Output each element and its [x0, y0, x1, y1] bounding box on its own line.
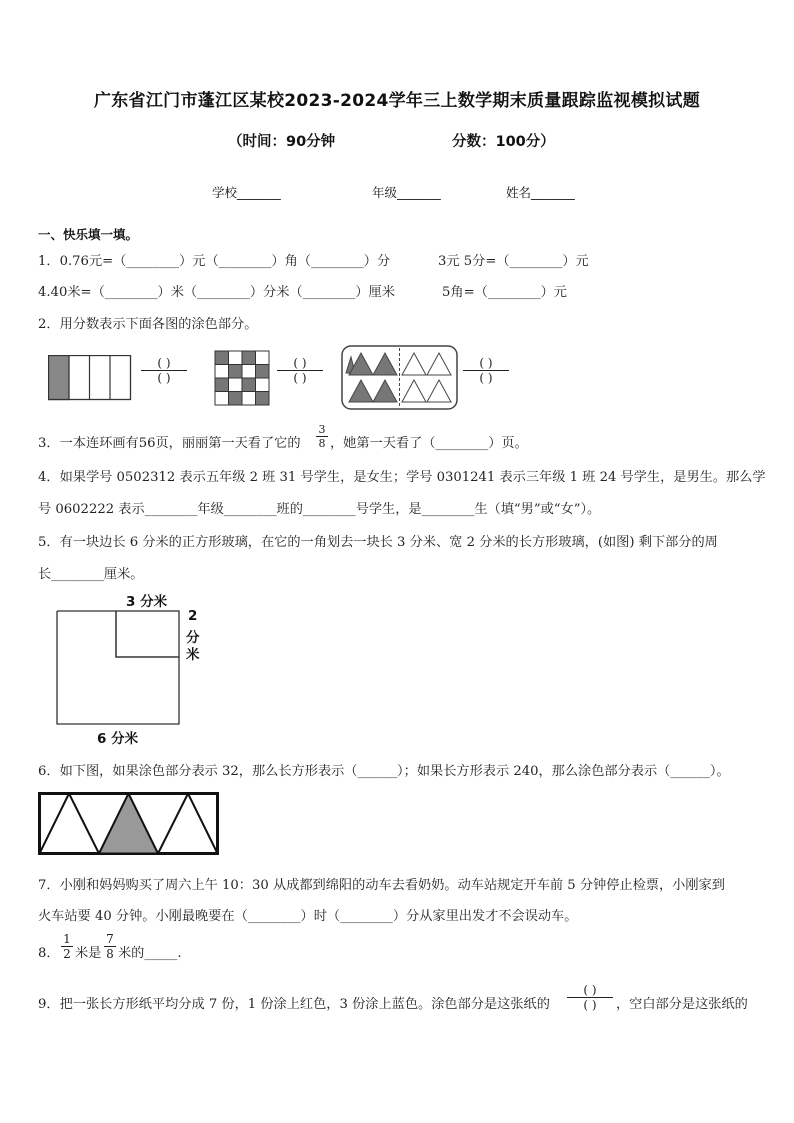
- q2-figure-checker: [214, 350, 270, 406]
- checker-cell: [242, 392, 256, 406]
- q2-frac3-num: ( ): [479, 356, 493, 370]
- q2-frac1-num: ( ): [157, 356, 171, 370]
- q8-frac1-den: 2: [63, 947, 71, 961]
- name-field: 姓名_______: [506, 185, 575, 200]
- q2-frac2-den: ( ): [293, 371, 307, 385]
- q6-text: 6．如下图，如果涂色部分表示 32，那么长方形表示（______）；如果长方形表示 240，那么涂色部分表示（______）。: [38, 764, 730, 779]
- q8-mid: 米是: [75, 946, 102, 961]
- q5-line1: 5．有一块边长 6 分米的正方形玻璃，在它的一角划去一块长 3 分米、宽 2 分米的长方形玻璃，(如图) 剩下部分的周: [38, 535, 718, 550]
- q3-fraction: [316, 424, 328, 449]
- q8-suffix: 米的_____.: [118, 946, 182, 961]
- q2-answer-frac-3: [463, 357, 509, 384]
- q9-text-after: ，空白部分是这张纸的: [616, 997, 748, 1012]
- q9-frac-num: ( ): [583, 983, 597, 997]
- q7-line2: 火车站要 40 分钟。小刚最晚要在（________）时（________）分从家里出发才不会误动车。: [38, 909, 578, 924]
- q2-text: 2．用分数表示下面各图的涂色部分。: [38, 317, 258, 332]
- q8-frac2-num: 7: [106, 932, 114, 946]
- section-heading: 一、快乐填一填。: [38, 227, 139, 242]
- q5-label-top: 3 分米: [126, 594, 168, 610]
- exam-time: （时间：90分钟: [228, 134, 336, 150]
- q1-line2b: 5角=（________）元: [442, 285, 567, 300]
- q3-text-before: 3．一本连环画有56页，丽丽第一天看了它的: [38, 436, 301, 451]
- checker-cell: [215, 365, 229, 379]
- page-title: 广东省江门市蓬江区某校2023-2024学年三上数学期末质量跟踪监视模拟试题: [93, 91, 701, 111]
- q8-frac2-den: 8: [106, 947, 114, 961]
- q3-frac-den: 8: [318, 437, 326, 450]
- school-field: 学校_______: [212, 185, 281, 200]
- q5-label-right-2: 分: [186, 630, 200, 646]
- grade-field: 年级_______: [372, 185, 441, 200]
- q2-answer-frac-2: [277, 357, 323, 384]
- q9-frac-den: ( ): [583, 998, 597, 1012]
- q2-figure-strips: [48, 355, 132, 401]
- q7-line1: 7．小刚和妈妈购买了周六上午 10：30 从成都到绵阳的动车去看奶奶。动车站规定开车前 5 分钟停止检票，小刚家到: [38, 878, 725, 893]
- checker-cell: [215, 392, 229, 406]
- checker-cell: [256, 365, 270, 379]
- q5-label-bottom: 6 分米: [97, 731, 139, 747]
- q9-text-before: 9．把一张长方形纸平均分成 7 份，1 份涂上红色，3 份涂上蓝色。涂色部分是这张纸的: [38, 997, 550, 1012]
- checker-cell: [229, 351, 243, 365]
- q5-label-right-1: 2: [188, 608, 198, 624]
- checker-cell: [229, 392, 243, 406]
- q8-fraction-1: [61, 933, 73, 960]
- q2-frac3-den: ( ): [479, 371, 493, 385]
- q5-figure-glass: [56, 610, 182, 726]
- q3-frac-num: 3: [318, 423, 326, 436]
- checker-cell: [215, 378, 229, 392]
- q9-answer-frac: [567, 984, 613, 1011]
- q5-line2: 长________厘米。: [38, 567, 144, 582]
- exam-score: 分数：100分）: [452, 134, 555, 150]
- checker-cell: [256, 378, 270, 392]
- q2-answer-frac-1: [141, 357, 187, 384]
- q6-figure-rectangle: [38, 792, 220, 856]
- q4-line1: 4．如果学号 0502312 表示五年级 2 班 31 号学生，是女生；学号 0301241 表示三年级 1 班 24 号学生，是男生。那么学: [38, 470, 766, 485]
- q8-fraction-2: [104, 933, 116, 960]
- checker-cell: [215, 351, 229, 365]
- q2-frac1-den: ( ): [157, 371, 171, 385]
- q4-line2: 号 0602222 表示________年级________班的________号学生，是________生（填“男”或“女”）。: [38, 502, 601, 517]
- checker-cell: [242, 365, 256, 379]
- checker-cell: [242, 378, 256, 392]
- q1-line1a: 1．0.76元=（________）元（________）角（________）分: [38, 254, 391, 269]
- checker-cell: [256, 392, 270, 406]
- checker-cell: [229, 378, 243, 392]
- q2-frac2-num: ( ): [293, 356, 307, 370]
- q2-figure-triangles: [341, 345, 459, 411]
- q8-frac1-num: 1: [63, 932, 71, 946]
- q5-label-right-3: 米: [186, 647, 200, 663]
- checker-cell: [242, 351, 256, 365]
- q1-line2a: 4.40米=（________）米（________）分米（________）厘米: [38, 285, 395, 300]
- checker-cell: [256, 351, 270, 365]
- q1-line1b: 3元 5分=（________）元: [438, 254, 589, 269]
- q8-prefix: 8．: [38, 946, 60, 961]
- q3-text-after: ，她第一天看了（________）页。: [330, 436, 528, 451]
- checker-cell: [229, 365, 243, 379]
